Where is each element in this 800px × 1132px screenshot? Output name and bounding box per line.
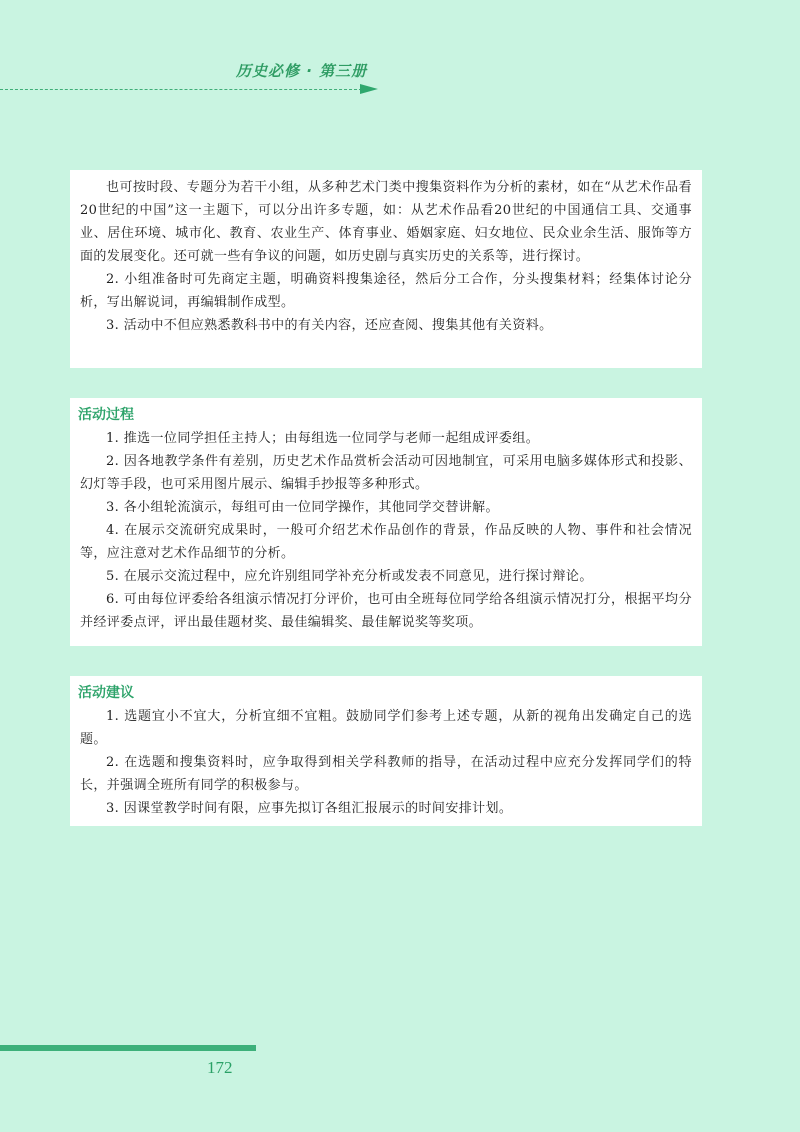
paragraph: 3. 因课堂教学时间有限，应事先拟订各组汇报展示的时间安排计划。: [106, 801, 513, 816]
paragraph: 2. 在选题和搜集资料时，应争取得到相关学科教师的指导，在活动过程中应充分发挥同学们的特长，并强调全班所有同学的积极参与。: [80, 755, 692, 793]
header-arrow-icon: [360, 84, 378, 94]
page-number: 172: [207, 1058, 233, 1077]
section-heading-suggestions: 活动建议: [78, 685, 134, 701]
paragraph: 5. 在展示交流过程中，应允许别组同学补充分析或发表不同意见，进行探讨辩论。: [106, 569, 593, 584]
paragraph: 2. 小组准备时可先商定主题，明确资料搜集途径，然后分工合作，分头搜集材料；经集体讨论分析，写出解说词，再编辑制作成型。: [80, 272, 692, 310]
header-dashed-rule: [0, 89, 362, 90]
paragraph: 也可按时段、专题分为若干小组，从多种艺术门类中搜集资料作为分析的素材，如在“从艺术作品看20世纪的中国”这一主题下，可以分出许多专题，如：从艺术作品看20世纪的中国通信工具、交通事业、居住环境、城市化、教育、农业生产、体育事业、婚姻家庭、妇女地位、民众业余生活、服饰等方面的发展变化。还可就一些有争议的问题，如历史剧与真实历史的关系等，进行探讨。: [80, 180, 692, 264]
paragraph: 3. 各小组轮流演示，每组可由一位同学操作，其他同学交替讲解。: [106, 500, 499, 515]
activity-process-panel: [70, 398, 702, 646]
paragraph: 1. 选题宜小不宜大，分析宜细不宜粗。鼓励同学们参考上述专题，从新的视角出发确定自己的选题。: [80, 709, 692, 747]
section-heading-process: 活动过程: [78, 407, 134, 423]
paragraph: 6. 可由每位评委给各组演示情况打分评价，也可由全班每位同学给各组演示情况打分，根据平均分并经评委点评，评出最佳题材奖、最佳编辑奖、最佳解说奖等奖项。: [80, 592, 692, 630]
paragraph: 1. 推选一位同学担任主持人；由每组选一位同学与老师一起组成评委组。: [106, 431, 540, 446]
paragraph: 2. 因各地教学条件有差别，历史艺术作品赏析会活动可因地制宜，可采用电脑多媒体形式和投影、幻灯等手段，也可采用图片展示、编辑手抄报等多种形式。: [80, 454, 692, 492]
paragraph: 4. 在展示交流研究成果时，一般可介绍艺术作品创作的背景，作品反映的人物、事件和社会情况等，应注意对艺术作品细节的分析。: [80, 523, 692, 561]
preparation-panel: [70, 170, 702, 368]
footer-bar: [0, 1045, 256, 1051]
book-title: 历史必修 · 第三册: [236, 62, 368, 80]
activity-suggestions-panel: [70, 676, 702, 826]
paragraph: 3. 活动中不但应熟悉教科书中的有关内容，还应查阅、搜集其他有关资料。: [106, 318, 553, 333]
